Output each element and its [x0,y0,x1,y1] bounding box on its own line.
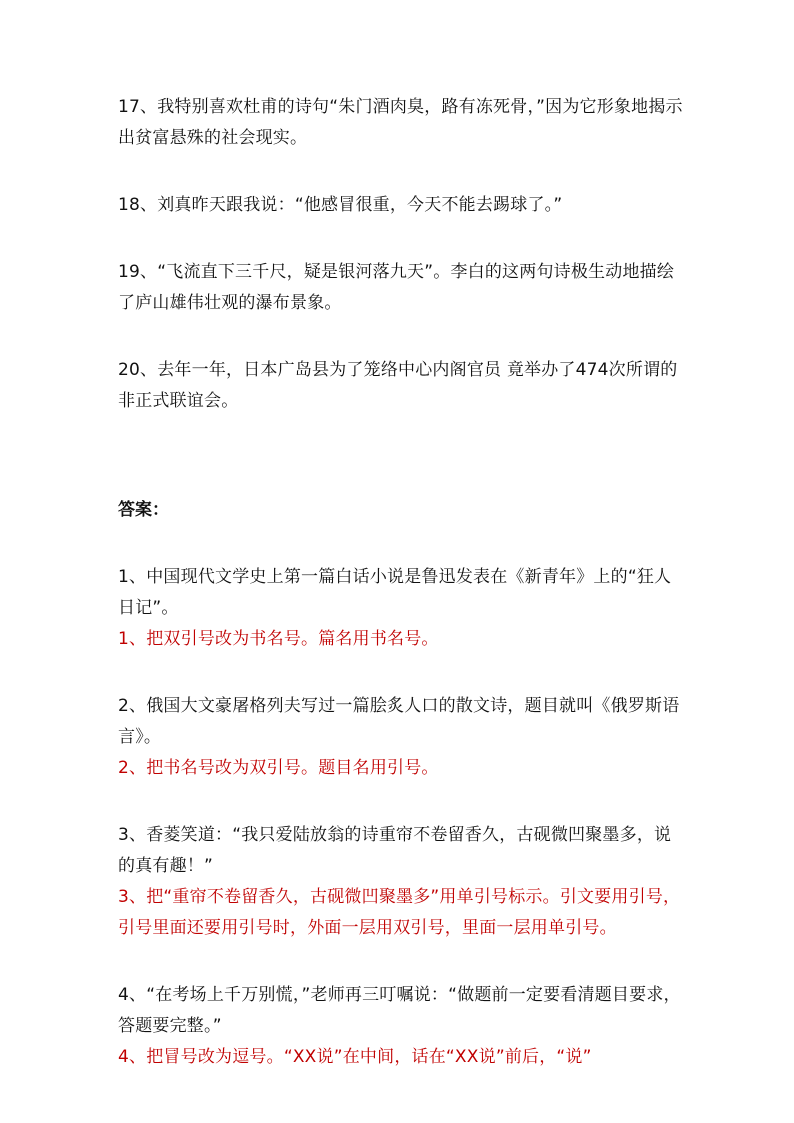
answer-3: 3、把“重帘不卷留香久，古砚微凹聚墨多”用单引号标示。引文要用引号，引号里面还要用引号时，外面一层用双引号，里面一层用单引号。 [118,887,681,938]
answer-1: 1、把双引号改为书名号。篇名用书名号。 [118,629,439,649]
answer-2: 2、把书名号改为双引号。题目名用引号。 [118,758,439,778]
answer-question-1: 1、中国现代文学史上第一篇白话小说是鲁迅发表在《新青年》上的“狂人日记”。 [118,567,672,618]
spacer [118,154,688,190]
answer-question-3: 3、香菱笑道：“我只爱陆放翁的诗重帘不卷留香久，古砚微凹聚墨多，说的真有趣！” [118,825,672,876]
spacer [118,221,688,257]
answer-question-4: 4、“在考场上千万别慌，”老师再三叮嘱说：“做题前一定要看清题目要求，答题要完整。” [118,985,681,1036]
answer-4: 4、把冒号改为逗号。“XX说”在中间，话在“XX说”前后，“说” [118,1047,592,1067]
question-19: 19、“飞流直下三千尺，疑是银河落九天”。李白的这两句诗极生动地描绘了庐山雄伟壮观的瀑布景象。 [118,262,675,313]
spacer [118,526,688,562]
question-18: 18、刘真昨天跟我说：“他感冒很重，今天不能去踢球了。” [118,195,563,215]
spacer [118,655,688,691]
spacer [118,417,688,495]
answers-heading: 答案： [118,500,169,520]
spacer [118,319,688,355]
spacer [118,784,688,820]
document-page [118,92,688,1073]
question-20: 20、去年一年，日本广岛县为了笼络中心内阁官员 竟举办了474次所谓的非正式联谊会。 [118,360,678,411]
spacer [118,944,688,980]
question-17: 17、我特别喜欢杜甫的诗句“朱门酒肉臭，路有冻死骨，”因为它形象地揭示出贫富悬殊的社会现实。 [118,97,683,148]
answer-question-2: 2、俄国大文豪屠格列夫写过一篇脍炙人口的散文诗，题目就叫《俄罗斯语言》。 [118,696,680,747]
